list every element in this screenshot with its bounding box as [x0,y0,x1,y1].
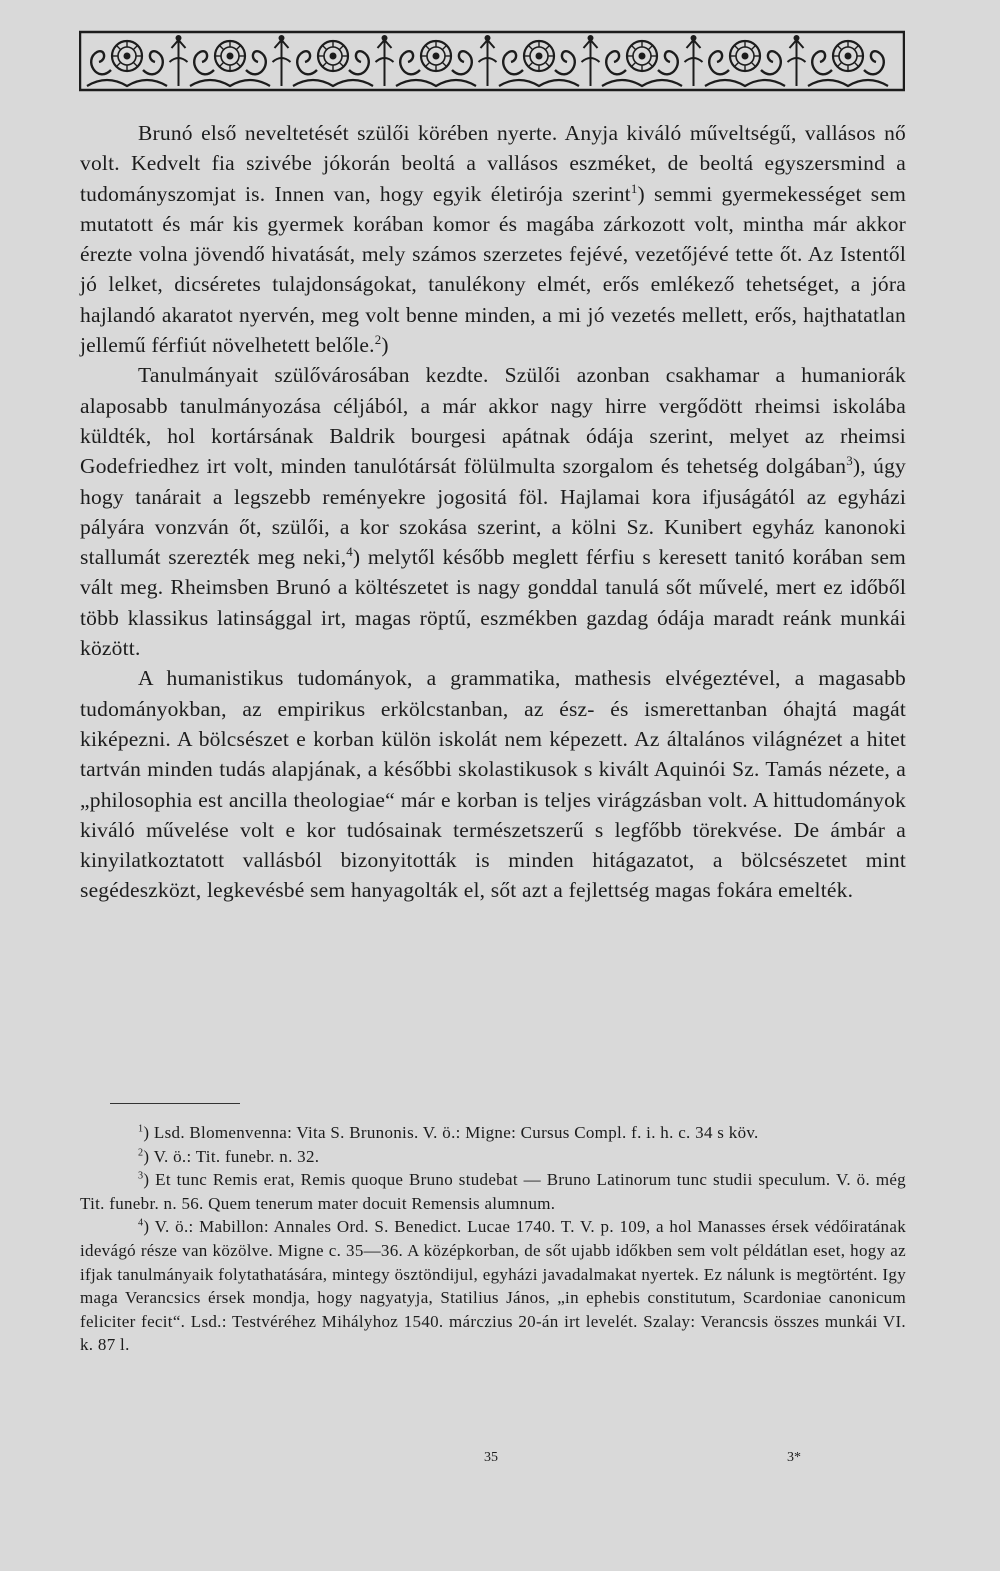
rosette-ornament [293,35,394,86]
rosette-ornament [87,35,188,86]
footnote-1-marker: 1 [138,1123,144,1135]
footnote-2-text: ) V. ö.: Tit. funebr. n. 32. [143,1146,320,1166]
p1-text-c: ) [381,333,389,358]
rosette-ornament [396,35,497,86]
p1-text-b: ) semmi gyermekességet sem mutatott és már kis gyermek korában komor és magába zárkozott volt, mintha már akkor érezte volna jövendő hivatását, mely számos szerzetes fejévé, vezetőjévé tette őt. Az Istentől jó lelket, dicséretes tulajdonságokat, tanulékony elmét, erős emlékező tehetséget, a jóra hajlandó akaratot nyervén, meg volt benne minden, a mi jó vezetés mellett, erős, hajthatatlan jellemű férfiút növelhetett belőle. [80,181,906,358]
main-text [80,118,906,906]
footnotes [80,1121,906,1357]
footnote-1 [80,1121,906,1145]
footnote-ref-2: 2 [374,332,382,347]
rosette-ornament [190,35,291,86]
rosette-ornament [808,41,888,86]
footnote-2 [80,1145,906,1169]
page-number: 35 [484,1450,498,1465]
p2-text-b: ), úgy hogy tanárait a legszebb reményekre jogositá föl. Hajlamai kora ifjuságától az egyházi pályára vonzván őt, szülői, a kor szokása szerint, a kölni Sz. Kunibert egyház kanonoki stallumát szerezték meg neki, [80,454,906,570]
footnote-1-text: ) Lsd. Blomenvenna: Vita S. Brunonis. V. ö.: Migne: Cursus Compl. f. i. h. c. 34 s köv. [143,1123,759,1142]
floral-header-ornament [79,30,905,92]
rosette-ornament [602,35,703,86]
printer-signature: 3* [787,1450,801,1465]
footnote-4-text: ) V. ö.: Mabillon: Annales Ord. S. Benedict. Lucae 1740. T. V. p. 109, a hol Manasses érsek védőiratának idevágó része van közölve. Migne c. 35—36. A középkorban, de sőt ujabb időkben sem volt példátlan eset, hogy az ifjak tanulmányaik folytathatására, mintegy ösztöndijul, egyházi javadalmakat nyertek. Ez nálunk is megtörtént. Igy maga Verancsics érsek mondja, hogy nagyatyja, Statilius János, „in ephebis constitutum, Scardoniae canonicum feliciter fecit“. Lsd.: Testvéréhez Mihályhoz 1540. márczius 20-án irt levelét. Szalay: Verancsis összes munkái VI. k. 87 l. [80,1217,906,1355]
rosette-ornament [499,35,600,86]
footnote-ref-4: 4 [346,545,353,559]
floral-border-icon [79,30,905,92]
footnote-3-marker: 3 [138,1170,144,1182]
p1-text-a: Brunó első neveltetését szülői körében nyerte. Anyja kiváló műveltségű, vallásos nő volt. Kedvelt fia szivébe jókorán beoltá a vallásos eszméket, de beoltá egyszersmind a tudományszomjat is. Innen van, hogy egyik életirója szerint [80,121,906,206]
rosette-ornament [705,35,806,86]
footnote-4 [80,1215,906,1357]
footnote-4-marker: 4 [138,1217,144,1229]
footnote-ref-1: 1 [630,181,638,196]
footnote-divider [110,1103,240,1104]
footnote-2-marker: 2 [138,1146,144,1158]
footnote-3 [80,1168,906,1215]
footnote-ref-3: 3 [846,454,853,469]
paragraph-2 [80,360,906,663]
paragraph-1 [80,118,906,360]
paragraph-3: A humanistikus tudományok, a grammatika, mathesis elvégeztével, a magasabb tudományokban, az empirikus erkölcstanban, az ész- és ismerettanban óhajtá magát kiképezni. A bölcsészet e korban külön iskolát nem képezett. Az általános világnézet a hitet tartván minden tudás alapjának, a későbbi skolastikusok s kivált Aquinói Sz. Tamás nézete, a „philosophia est ancilla theologiae“ már e korban is teljes virágzásban volt. A hittudományok kiváló művelése volt e kor tudósainak természetszerű s legfőbb törekvése. De ámbár a kinyilatkoztatott vallásból bizonyitották is minden hitágazatot, a bölcsészetet mint segédeszközt, legkevésbé sem hanyagolták el, sőt azt a fejlettség magas fokára emelték. [80,666,906,903]
p2-text-c: ) melytől később meglett férfiu s keresett tanitó korában sem vált meg. Rheimsben Brunó a költészetet is nagy gonddal tanulá sőt művelé, mert ez időből több klassikus latinsággal irt, magas röptű, eszmékben gazdag ódája maradt reánk munkái között. [80,545,906,661]
footnote-3-text: ) Et tunc Remis erat, Remis quoque Bruno studebat — Bruno Latinorum tunc studii speculum. V. ö. még Tit. funebr. n. 56. Quem tenerum mater docuit Remensis alumnum. [80,1170,906,1213]
p2-text-a: Tanulmányait szülővárosában kezdte. Szülői azonban csakhamar a humaniorák alaposabb tanulmányozása céljából, a már akkor nagy hirre vergődött rheimsi iskolába küldték, hol kortársának Baldrik bourgesi apátnak ódája szerint, melyet az rheimsi Godefriedhez irt volt, minden tanulótársát fölülmulta szorgalom és tehetség dolgában [80,363,906,479]
